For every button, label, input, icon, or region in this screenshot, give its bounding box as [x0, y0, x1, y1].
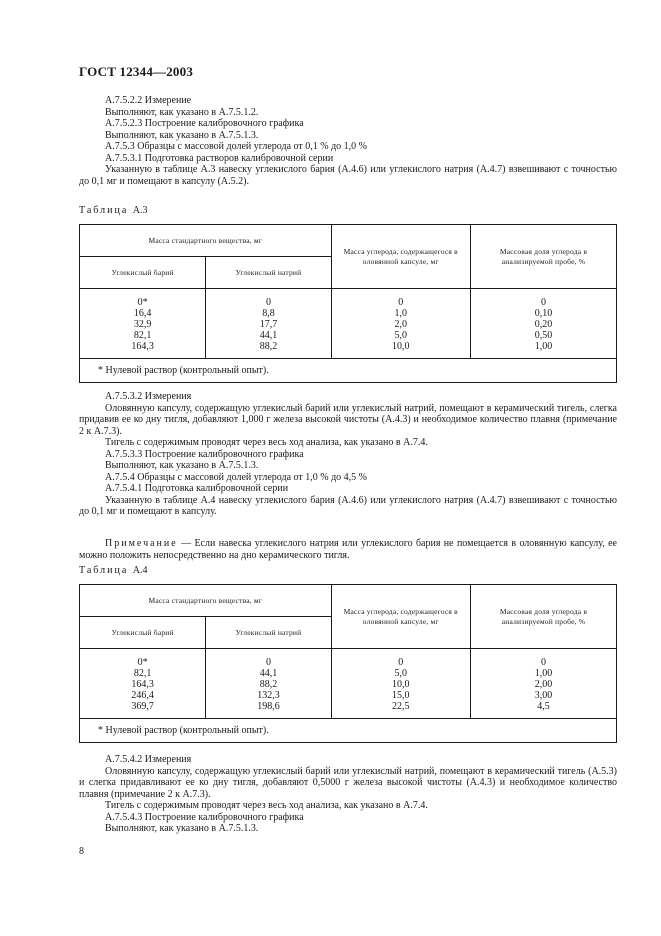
paragraph: А.7.5.4.3 Построение калибровочного графика — [105, 811, 304, 823]
column-barium — [80, 649, 206, 719]
table-cell: 132,3 — [257, 690, 280, 701]
table-cell: 22,5 — [392, 701, 410, 712]
table-cell: 1,00 — [534, 341, 553, 352]
column-carbon-mass — [331, 649, 470, 719]
table-cell: 82,1 — [133, 668, 152, 679]
table-cell: 88,2 — [259, 341, 278, 352]
table-cell: 2,0 — [394, 319, 408, 330]
table-cell: 1,00 — [534, 668, 553, 679]
table-cell: 5,0 — [394, 668, 408, 679]
paragraph: Оловянную капсулу, содержащую углекислый барий или углекислый натрий, помещают в керамический тигель (А.5.3) и слегка придавливают ее ко дну тигля, добавляют 0,5000 г железа высокой чистоты (А.4.3) и необходимое количество плавня (примечание 2 к А.7.3). — [79, 765, 617, 800]
header-carbon-fraction: Массовая доля углерода в анализируемой пробе, % — [470, 225, 616, 289]
paragraph: А.7.5.2.2 Измерение — [105, 95, 192, 106]
paragraph: Оловянную капсулу, содержащую углекислый барий или углекислый натрий, помещают в керамический тигель, слегка придавив ее ко дну тигля, добавляют 1,000 г железа высокой чистоты (А.4.3) и необходимое количество плавня (примечание 2 к А.7.3). — [79, 402, 617, 437]
table-cell: 5,0 — [394, 330, 408, 341]
column-carbon-fraction — [470, 649, 616, 719]
header-carbon-mass: Масса углерода, содержащегося в оловянной капсуле, мг — [331, 585, 470, 649]
table-cell: 0,50 — [534, 330, 553, 341]
table-cell: 15,0 — [392, 690, 410, 701]
paragraph: А.7.5.3.1 Подготовка растворов калибровочной серии — [105, 152, 334, 164]
paragraph: А.7.5.4.1 Подготовка калибровочной серии — [105, 483, 289, 494]
page-number: 8 — [79, 846, 84, 857]
section-a7-5-4-2 — [79, 754, 617, 835]
paragraph: Тигель с содержимым проводят через весь ход анализа, как указано в А.7.4. — [105, 800, 428, 811]
table-label-number: А.4 — [132, 565, 148, 576]
header-barium: Углекислый барий — [80, 257, 206, 289]
table-cell: 0* — [137, 657, 148, 668]
section-a7-5-2 — [79, 95, 617, 187]
paragraph: Выполняют, как указано в А.7.5.1.3. — [105, 129, 259, 141]
table-a4 — [79, 584, 617, 743]
table-cell: 198,6 — [257, 701, 280, 712]
header-mass-standard: Масса стандартного вещества, мг — [80, 585, 332, 617]
table-cell: 44,1 — [259, 330, 278, 341]
table-cell: 0 — [540, 657, 546, 668]
table-cell: 0 — [265, 297, 271, 308]
paragraph: Выполняют, как указано в А.7.5.1.3. — [105, 823, 259, 834]
table-cell: 164,3 — [131, 679, 154, 690]
table-a4-label — [79, 565, 148, 576]
header-mass-standard: Масса стандартного вещества, мг — [80, 225, 332, 257]
table-cell: 4,5 — [537, 701, 550, 712]
column-carbon-fraction — [470, 289, 616, 359]
note — [79, 538, 617, 561]
column-sodium — [206, 649, 331, 719]
table-cell: 16,4 — [133, 308, 152, 319]
table-cell: 0 — [398, 657, 404, 668]
header-carbon-fraction: Массовая доля углерода в анализируемой пробе, % — [470, 585, 616, 649]
paragraph: А.7.5.4.2 Измерения — [105, 754, 192, 765]
column-sodium — [206, 289, 331, 359]
column-carbon-mass — [331, 289, 470, 359]
paragraph: А.7.5.3.3 Построение калибровочного графика — [105, 448, 304, 460]
header-sodium: Углекислый натрий — [206, 257, 331, 289]
table-cell: 82,1 — [133, 330, 152, 341]
paragraph: Выполняют, как указано в А.7.5.1.2. — [105, 106, 259, 118]
table-cell: 1,0 — [394, 308, 408, 319]
paragraph: А.7.5.2.3 Построение калибровочного графика — [105, 118, 304, 129]
paragraph: Тигель с содержимым проводят через весь ход анализа, как указано в А.7.4. — [105, 437, 428, 448]
table-cell: 0 — [265, 657, 271, 668]
paragraph: А.7.5.3.2 Измерения — [105, 391, 192, 402]
paragraph: Указанную в таблице А.3 навеску углекислого бария (А.4.6) или углекислого натрия (А.4.7) взвешивают с точностью до 0,1 мг и помещают в капсулу (А.5.2). — [79, 164, 617, 187]
table-cell: 0,20 — [534, 319, 553, 330]
table-cell: 0 — [398, 297, 404, 308]
table-cell: 0* — [137, 297, 148, 308]
table-footnote: * Нулевой раствор (контрольный опыт). — [80, 719, 617, 743]
header-sodium: Углекислый натрий — [206, 617, 331, 649]
document-header: ГОСТ 12344—2003 — [79, 64, 194, 79]
section-a7-5-3-2 — [79, 391, 617, 518]
header-carbon-mass: Масса углерода, содержащегося в оловянной капсуле, мг — [331, 225, 470, 289]
table-cell: 32,9 — [133, 319, 152, 330]
table-label-word: Таблица — [79, 205, 129, 216]
table-cell: 17,7 — [259, 319, 278, 330]
table-cell: 2,00 — [534, 679, 553, 690]
table-cell: 8,8 — [262, 308, 275, 319]
table-label-number: А.3 — [132, 205, 148, 216]
table-cell: 10,0 — [392, 679, 410, 690]
paragraph: Указанную в таблице А.4 навеску углекислого бария (А.4.6) или углекислого натрия (А.4.7) взвешивают с точностью до 0,1 мг и помещают в капсулу. — [79, 494, 617, 517]
table-cell: 369,7 — [131, 701, 154, 712]
table-cell: 88,2 — [259, 679, 278, 690]
note-paragraph — [79, 538, 617, 561]
table-a3-label — [79, 205, 148, 216]
column-barium — [80, 289, 206, 359]
paragraph: Выполняют, как указано в А.7.5.1.3. — [105, 460, 259, 471]
paragraph: А.7.5.4 Образцы с массовой долей углерода от 1,0 % до 4,5 % — [105, 471, 367, 483]
note-prefix: Примечание — [105, 538, 178, 549]
table-cell: 10,0 — [392, 341, 410, 352]
paragraph: А.7.5.3 Образцы с массовой долей углерода от 0,1 % до 1,0 % — [105, 141, 367, 152]
table-cell: 0,10 — [534, 308, 553, 319]
table-label-word: Таблица — [79, 565, 129, 576]
table-a3 — [79, 224, 617, 383]
table-cell: 246,4 — [131, 690, 154, 701]
note-text: — Если навеска углекислого натрия или углекислого бария не помещается в оловянную капсулу, ее можно положить непосредственно на дно керамического тигля. — [79, 538, 617, 561]
table-cell: 164,3 — [131, 341, 154, 352]
table-footnote: * Нулевой раствор (контрольный опыт). — [80, 359, 617, 383]
table-cell: 3,00 — [534, 690, 553, 701]
table-cell: 0 — [540, 297, 546, 308]
table-cell: 44,1 — [259, 668, 278, 679]
header-barium: Углекислый барий — [80, 617, 206, 649]
